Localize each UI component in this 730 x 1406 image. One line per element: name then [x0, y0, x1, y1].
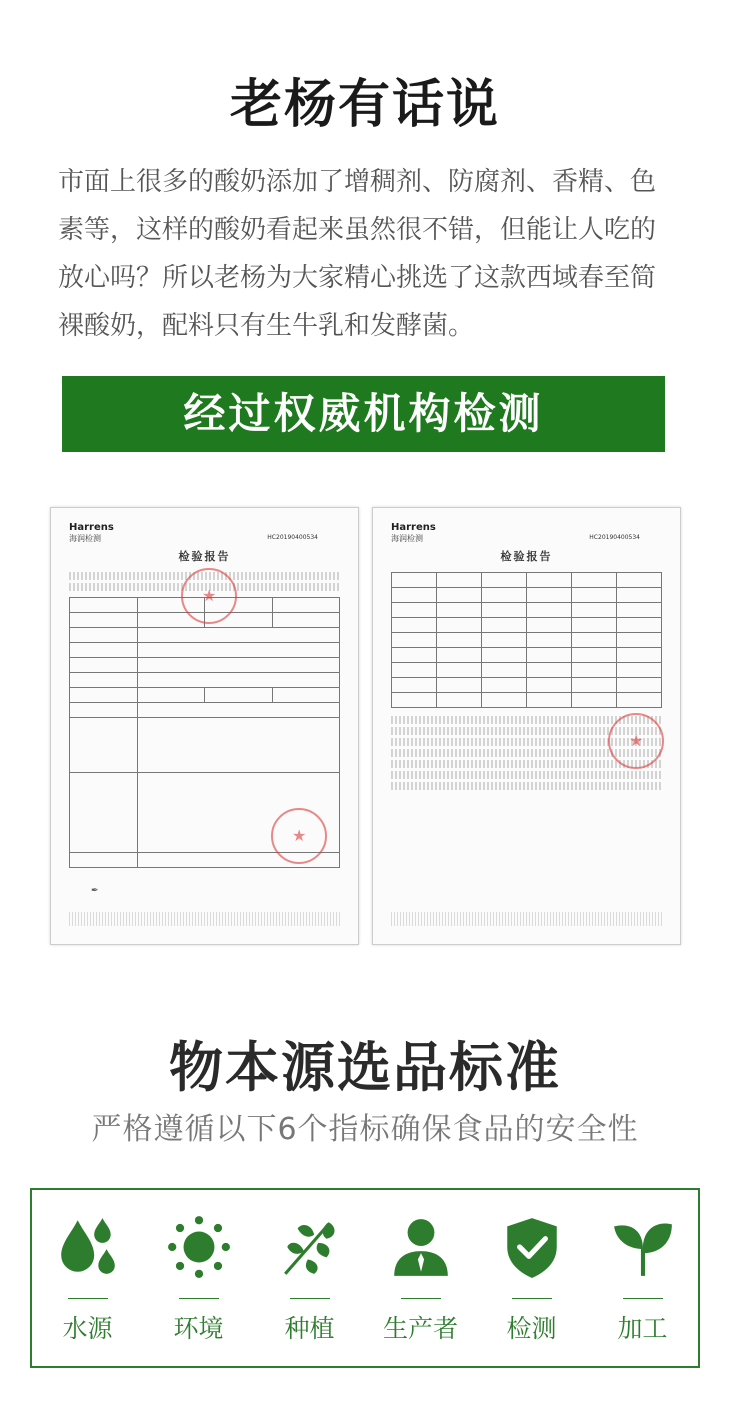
feature-producer [373, 1214, 469, 1345]
signature: ✒ [91, 886, 99, 896]
red-stamp [181, 568, 237, 624]
intro-paragraph: 市面上很多的酸奶添加了增稠剂、防腐剂、香精、色素等，这样的酸奶看起来虽然很不错，但能让人吃的放心吗？所以老杨为大家精心挑选了这款西域春至简裸酸奶，配料只有生牛乳和发酵菌。 [58, 167, 657, 341]
inspection-report-2 [372, 507, 681, 945]
red-stamp [271, 808, 327, 864]
report-footer [69, 912, 340, 926]
feature-planting [262, 1214, 358, 1345]
standards-panel [30, 1188, 700, 1368]
inspection-report-1 [50, 507, 359, 945]
report-brand-cn: 海润检测 [391, 534, 423, 543]
leaf-branch-icon [277, 1214, 343, 1280]
report-footer [391, 912, 662, 926]
report-title: 检验报告 [500, 550, 553, 563]
feature-testing [484, 1214, 580, 1345]
feature-water [40, 1214, 136, 1345]
leaf-icon [610, 1214, 676, 1280]
page-title: 老杨有话说 [229, 75, 500, 135]
feature-label: 检测 [506, 1314, 557, 1343]
report-brand: Harrens [391, 522, 436, 533]
feature-label: 水源 [62, 1314, 113, 1343]
report-brand-cn: 海润检测 [69, 534, 101, 543]
red-stamp [608, 713, 664, 769]
feature-label: 环境 [173, 1314, 224, 1343]
feature-processing [595, 1214, 691, 1345]
certification-banner: 经过权威机构检测 [62, 376, 665, 452]
shield-check-icon [499, 1214, 565, 1280]
person-icon [388, 1214, 454, 1280]
report-title: 检验报告 [178, 550, 231, 563]
standards-title: 物本源选品标准 [169, 1036, 561, 1099]
report-table [391, 572, 662, 708]
feature-label: 种植 [284, 1314, 335, 1343]
standards-subtitle: 严格遵循以下6个指标确保食品的安全性 [91, 1112, 639, 1147]
feature-label: 加工 [617, 1314, 668, 1343]
report-brand: Harrens [69, 522, 114, 533]
feature-environment [151, 1214, 247, 1345]
feature-label: 生产者 [382, 1314, 458, 1343]
report-number: HC20190400534 [267, 534, 318, 541]
report-number: HC20190400534 [589, 534, 640, 541]
water-drops-icon [55, 1214, 121, 1280]
sun-icon [166, 1214, 232, 1280]
